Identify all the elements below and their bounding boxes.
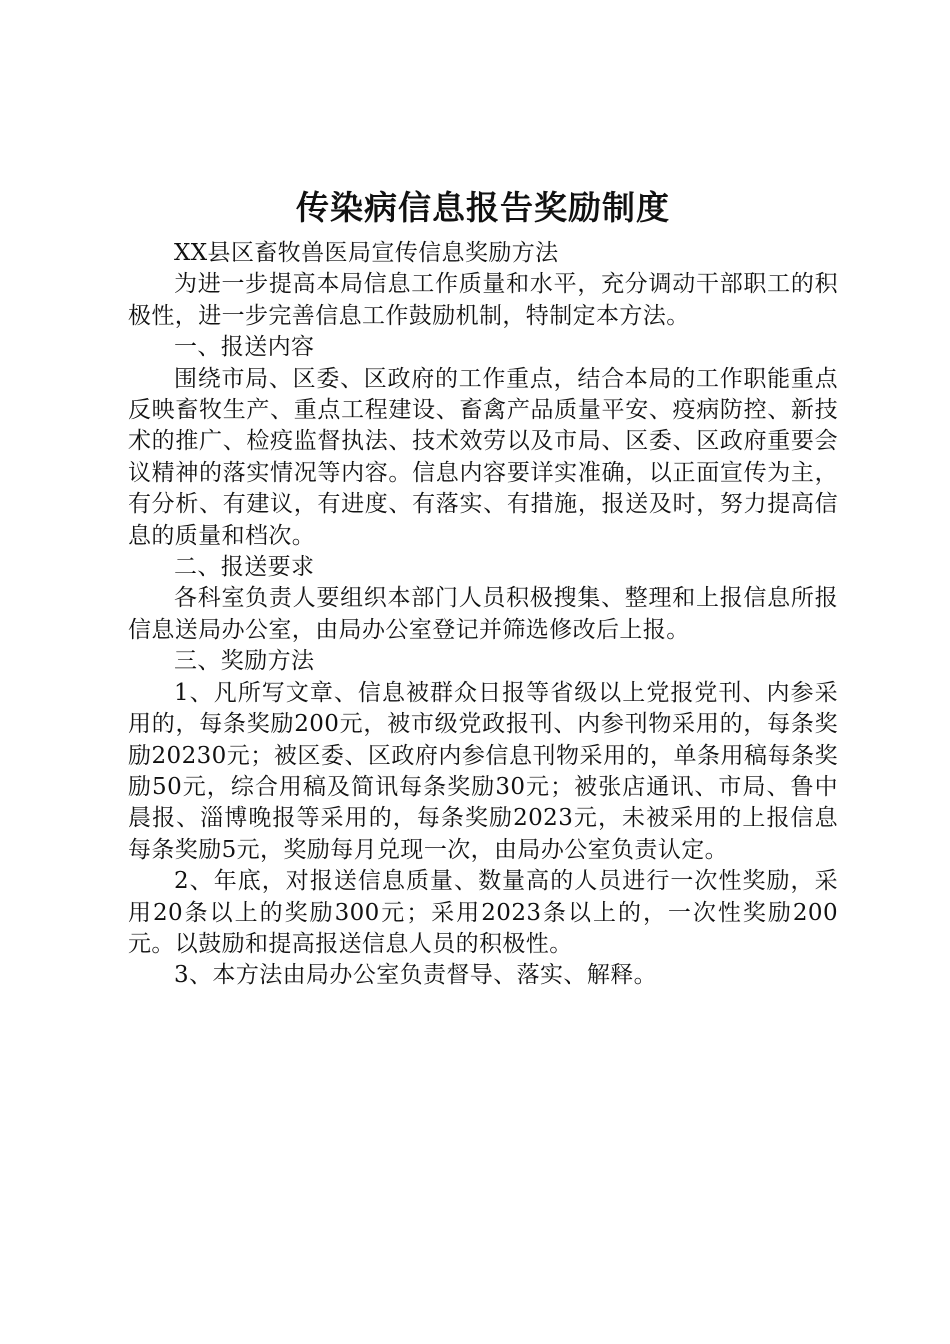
requirements-paragraph: 各科室负责人要组织本部门人员积极搜集、整理和上报信息所报信息送局办公室，由局办公室登记并筛选修改后上报。 [128,585,838,643]
section-heading-requirements: 二、报送要求 [174,554,315,581]
section-heading-rewards: 三、奖励方法 [174,648,315,675]
document-page [128,180,838,992]
reward-item-2: 2、年底，对报送信息质量、数量高的人员进行一次性奖励，采用20条以上的奖励300元；采用2023条以上的，一次性奖励200元。以鼓励和提高报送信息人员的积极性。 [128,868,838,957]
reward-item-1: 1、凡所写文章、信息被群众日报等省级以上党报党刊、内参采用的，每条奖励200元，被市级党政报刊、内参刊物采用的，每条奖励20230元；被区委、区政府内参信息刊物采用的，单条用稿每条奖励50元，综合用稿及简讯每条奖励30元；被张店通讯、市局、鲁中晨报、淄博晚报等采用的，每条奖励2023元，未被采用的上报信息每条奖励5元，奖励每月兑现一次，由局办公室负责认定。 [128,679,838,863]
reward-item-3: 3、本方法由局办公室负责督导、落实、解释。 [174,962,658,989]
intro-paragraph: 为进一步提高本局信息工作质量和水平，充分调动干部职工的积极性，进一步完善信息工作鼓励机制，特制定本方法。 [128,271,838,329]
section-heading-content: 一、报送内容 [174,334,315,361]
subtitle-paragraph: XX县区畜牧兽医局宣传信息奖励方法 [174,240,559,266]
document-title: 传染病信息报告奖励制度 [296,188,670,227]
content-paragraph: 围绕市局、区委、区政府的工作重点，结合本局的工作职能重点反映畜牧生产、重点工程建设、畜禽产品质量平安、疫病防控、新技术的推广、检疫监督执法、技术效劳以及市局、区委、区政府重要会议精神的落实情况等内容。信息内容要详实准确，以正面宣传为主，有分析、有建议，有进度、有落实、有措施，报送及时，努力提高信息的质量和档次。 [128,365,838,549]
